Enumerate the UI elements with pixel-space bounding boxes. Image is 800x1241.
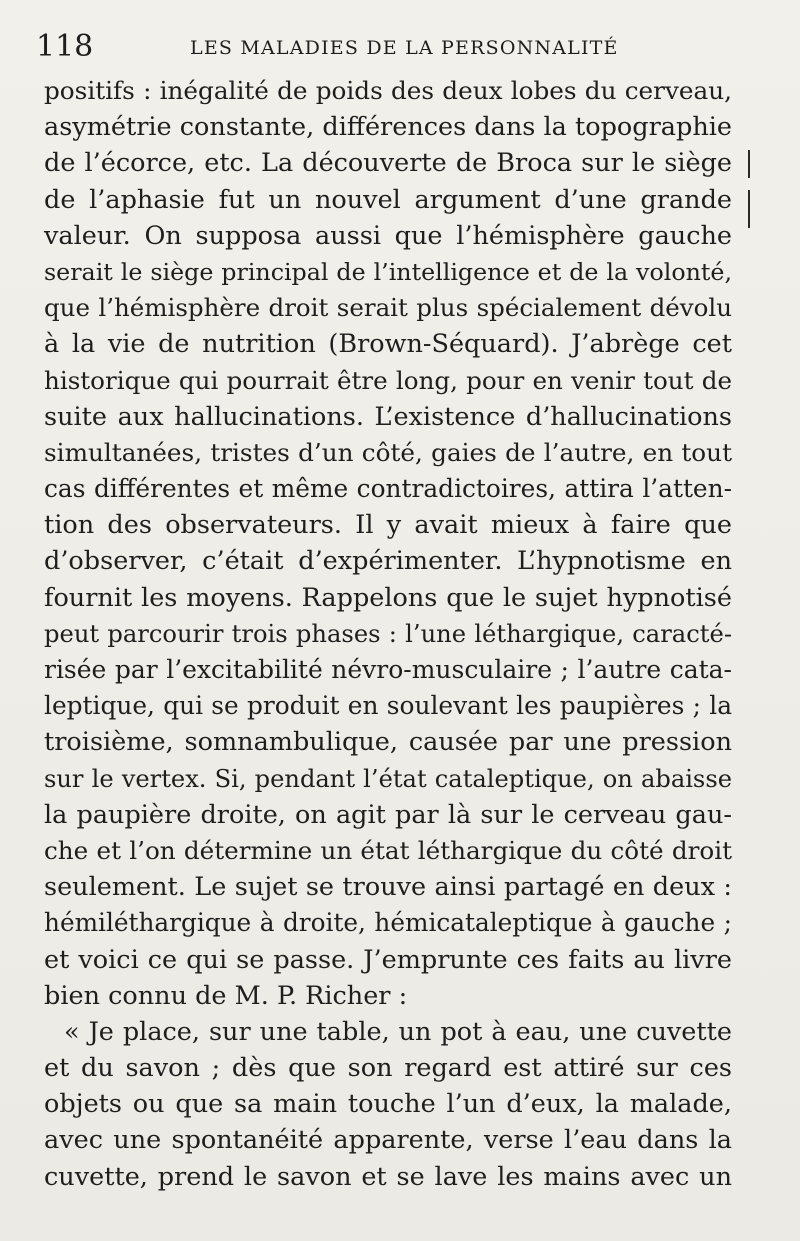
text-line: objets ou que sa main touche l’un d’eux, la malade, [44,1089,732,1120]
text-line: tion des observateurs. Il y avait mieux à faire que [44,510,732,541]
margin-rule [748,190,750,228]
text-line: cas différentes et même contradictoires, attira l’atten- [44,474,732,504]
text-line: et du savon ; dès que son regard est attiré sur ces [44,1053,732,1084]
text-line: serait le siège principal de l’intelligence et de la volonté, [44,257,732,286]
text-line: avec une spontanéité apparente, verse l’eau dans la [44,1125,732,1156]
text-line: risée par l’excitabilité névro-musculaire ; l’autre cata- [44,655,732,684]
text-line: à la vie de nutrition (Brown-Séquard). J’abrège cet [44,329,732,360]
text-line: simultanées, tristes d’un côté, gaies de l’autre, en tout [44,437,732,467]
text-line: et voici ce qui se passe. J’emprunte ces faits au livre [44,944,732,975]
text-line: historique qui pourrait être long, pour en venir tout de [44,365,732,395]
text-line: asymétrie constante, différences dans la topographie [44,112,732,143]
text-line: fournit les moyens. Rappelons que le sujet hypnotisé [44,582,732,613]
text-line: troisième, somnambulique, causée par une pression [44,727,732,758]
page-header [36,30,730,64]
text-line: peut parcourir trois phases : l’une léthargique, caracté- [44,619,732,648]
text-line: « Je place, sur une table, un pot à eau, une cuvette [64,1016,732,1047]
text-line: d’observer, c’était d’expérimenter. L’hypnotisme en [44,546,732,577]
text-line: la paupière droite, on agit par là sur le cerveau gau- [44,799,732,830]
running-title: LES MALADIES DE LA PERSONNALITÉ [190,37,619,59]
text-line: de l’aphasie fut un nouvel argument d’une grande [44,184,732,215]
text-line: de l’écorce, etc. La découverte de Broca sur le siège [44,148,732,179]
text-line: suite aux hallucinations. L’existence d’hallucinations [44,401,732,432]
margin-rule [748,150,750,178]
text-line: sur le vertex. Si, pendant l’état cataleptique, on abaisse [44,764,732,793]
text-line: que l’hémisphère droit serait plus spécialement dévolu [44,293,732,323]
text-line: cuvette, prend le savon et se lave les mains avec un [44,1161,732,1192]
text-line: leptique, qui se produit en soulevant les paupières ; la [44,691,732,721]
text-line: hémiléthargique à droite, hémicataleptique à gauche ; [44,908,732,938]
text-line: positifs : inégalité de poids des deux lobes du cerveau, [44,76,732,105]
text-line: bien connu de M. P. Richer : [44,980,408,1011]
body-text [44,73,732,1195]
page-number: 118 [36,29,94,64]
text-line: seulement. Le sujet se trouve ainsi partagé en deux : [44,872,732,903]
text-line: che et l’on détermine un état léthargique du côté droit [44,835,732,865]
text-line: valeur. On supposa aussi que l’hémisphère gauche [44,220,732,251]
